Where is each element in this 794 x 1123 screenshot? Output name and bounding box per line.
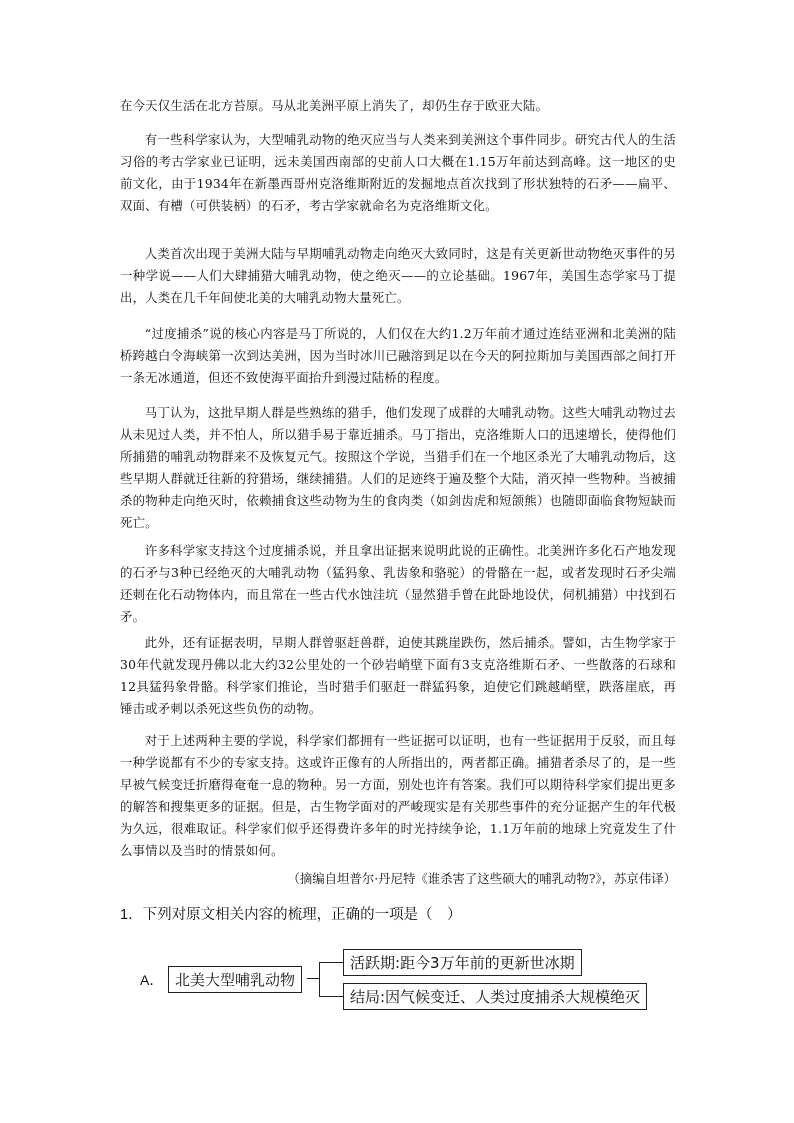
question-1: 1．下列对原文相关内容的梳理，正确的一项是（ ） — [120, 907, 462, 923]
paragraph-8: 对于上述两种主要的学说，科学家们都拥有一些证据可以证明，也有一些证据用于反驳，而且每一种学说都有不少的专家支持。这或许正像有的人所指出的，两者都正确。捕猎者杀尽了的，是一些早被气候变迁折磨得奄奄一息的物种。另一方面，别处也许有答案。我们可以期待科学家们提出更多的解答和搜集更多的证据。但是，古生物学面对的严峻现实是有关那些事件的充分证据产生的年代极为久远，很难取证。科学家们似乎还得费许多年的时光持续争论，1.1万年前的地球上究竟发生了什么事情以及当时的情景如何。 — [120, 733, 676, 858]
paragraph-5: 马丁认为，这批早期人群是些熟练的猎手，他们发现了成群的大哺乳动物。这些大哺乳动物过去从未见过人类，并不怕人，所以猎手易于靠近捕杀。马丁指出，克洛维斯人口的迅速增长，使得他们所捕猎的哺乳动物群来不及恢复元气。按照这个学说，当猎手们在一个地区杀光了大哺乳动物后，这些早期人群就迁往新的狩猎场，继续捕猎。人们的足迹终于遍及整个大陆，消灭掉一些物种。当被捕杀的物种走向绝灭时，依赖捕食这些动物为生的食肉类（如剑齿虎和短颌熊）也随即面临食物短缺而死亡。 — [120, 405, 676, 530]
paragraph-2: 有一些科学家认为，大型哺乳动物的绝灭应当与人类来到美洲这个事件同步。研究古代人的生活习俗的考古学家业已证明，远未美国西南部的史前人口大概在1.15万年前达到高峰。这一地区的史前文化，由于1934年在新墨西哥州克洛维斯附近的发掘地点首次找到了形状独特的石矛——扁平、双面、有槽（可供装柄）的石矛，考古学家就命名为克洛维斯文化。 — [120, 132, 676, 213]
option-a-label: A． — [140, 972, 164, 988]
source-citation: （摘编自坦普尔·丹尼特《谁杀害了这些硕大的哺乳动物?》，苏京伟译） — [287, 871, 676, 886]
connector-vertical — [319, 962, 320, 996]
paragraph-3: 人类首次出现于美洲大陆与早期哺乳动物走向绝灭大致同时，这是有关更新世动物绝灭事件的另一种学说——人们大肆捕猎大哺乳动物，使之绝灭——的立论基础。1967年，美国生态学家马丁提出，人类在几千年间使北美的大哺乳动物大量死亡。 — [120, 246, 676, 305]
paragraph-1: 在今天仅生活在北方苔原。马从北美洲平原上消失了，却仍生存于欧亚大陆。 — [120, 98, 549, 113]
option-a-branch-bottom-box: 结局:因气候变迁、人类过度捕杀大规模绝灭 — [343, 983, 647, 1010]
connector-top — [319, 962, 343, 963]
option-a-root-box: 北美大型哺乳动物 — [168, 966, 302, 993]
option-a-branch-top-box: 活跃期:距今3万年前的更新世冰期 — [343, 949, 582, 976]
connector-stem — [307, 978, 319, 979]
paragraph-4: “过度捕杀”说的核心内容是马丁所说的，人们仅在大约1.2万年前才通过连结亚洲和北美洲的陆桥跨越白令海峡第一次到达美洲，因为当时冰川已融溶到足以在今天的阿拉斯加与美国西部之间打开一条无冰通道，但还不致使海平面抬升到漫过陆桥的程度。 — [120, 326, 676, 385]
paragraph-6: 许多科学家支持这个过度捕杀说，并且拿出证据来说明此说的正确性。北美洲许多化石产地发现的石矛与3种已经绝灭的大哺乳动物（猛犸象、乳齿象和骆驼）的骨骼在一起，或者发现时石矛尖端还刺在化石动物体内，而且常在一些古代水蚀洼坑（显然猎手曾在此卧地设伏，伺机捕猎）中找到石矛。 — [120, 543, 676, 624]
paragraph-7: 此外，还有证据表明，早期人群曾驱赶兽群，迫使其跳崖跌伤，然后捕杀。譬如，古生物学家于30年代就发现丹佛以北大约32公里处的一个砂岩峭壁下面有3支克洛维斯石矛、一些散落的石球和12具猛犸象骨骼。科学家们推论，当时猎手们驱赶一群猛犸象，迫使它们跳越峭壁，跌落崖底，再锤击或矛刺以杀死这些负伤的动物。 — [120, 635, 676, 716]
connector-bottom — [319, 996, 343, 997]
